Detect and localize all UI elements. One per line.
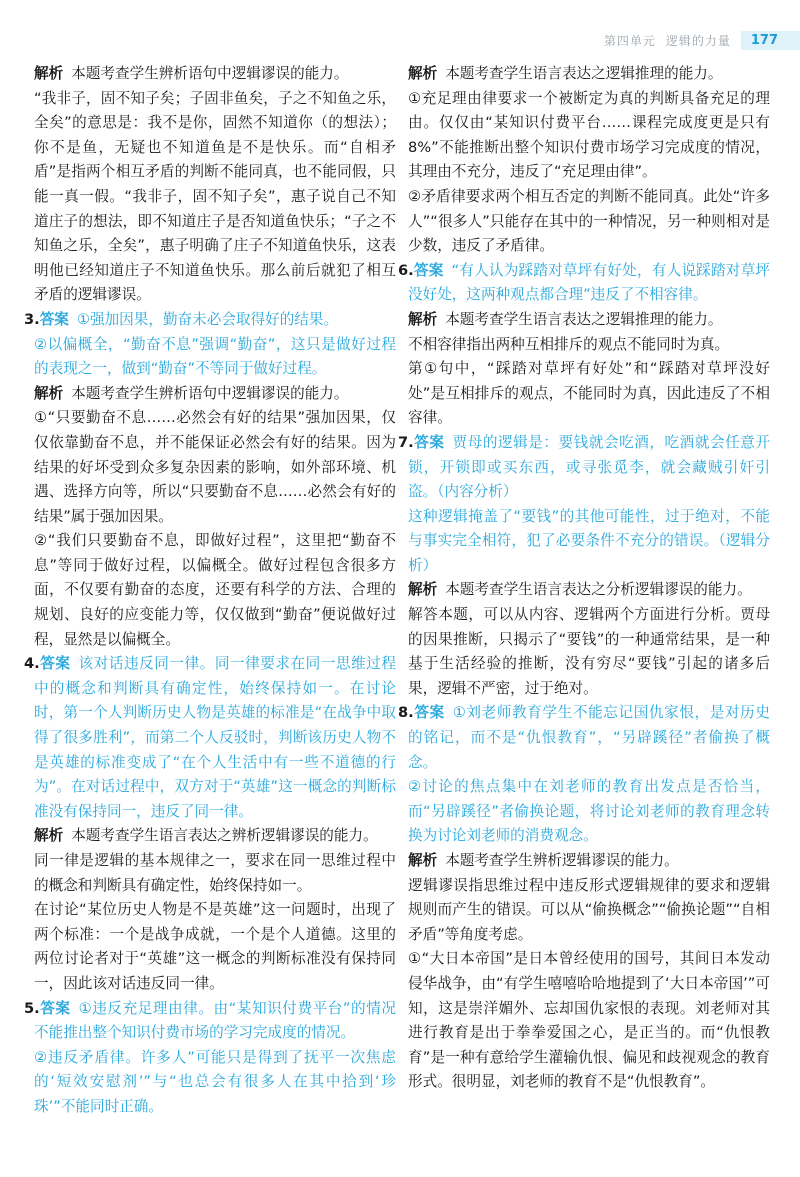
body-text: ①“只要勤奋不息……必然会有好的结果”强加因果，仅仅依靠勤奋不息，并不能保证必然会有好的结果。因为结果的好坏受到众多复杂因素的影响，如外部环境、机遇、选择方向等，所以“只要勤奋不息……必然会有好的结果”属于强加因果。 (34, 409, 396, 525)
chapter-title: 逻辑的力量 (665, 33, 731, 48)
answer-text: 贾母的逻辑是：要钱就会吃酒，吃酒就会任意开锁，开锁即或买东西，或寻张觅李，就会藏贼引奸引盗。（内容分析） (408, 433, 770, 501)
analysis-label: 解析 (408, 65, 438, 82)
body-text: 第①句中，“踩踏对草坪有好处”和“踩踏对草坪没好处”是互相排斥的观点，不能同时为真，因此违反了不相容律。 (408, 360, 770, 427)
body-paragraph (34, 898, 396, 996)
body-text: 不相容律指出两种互相排斥的观点不能同时为真。 (408, 335, 730, 353)
answer-paragraph (398, 701, 770, 775)
body-paragraph (408, 87, 770, 185)
body-text: ②“我们只要勤奋不息，即做好过程”，这里把“勤奋不息”等同于做好过程，以偏概全。做好过程包含很多方面，不仅要有勤奋的态度，还要有科学的方法、合理的规划、良好的应变能力等，仅仅做到“勤奋”便说做好过程，显然是以偏概全。 (34, 532, 396, 648)
answer-continuation (408, 505, 770, 579)
analysis-paragraph (408, 308, 770, 333)
body-paragraph (408, 185, 770, 259)
body-paragraph (408, 603, 770, 701)
body-text: “我非子，固不知子矣；子固非鱼矣，子之不知鱼之乐，全矣”的意思是：我不是你，固然不知道你（的想法）；你不是鱼，无疑也不知道鱼是不是快乐。而“自相矛盾”是指两个相互矛盾的判断不能同真，也不能同假，只能一真一假。“我非子，固不知子矣”，惠子说自己不知道庄子的想法，即不知道庄子是否知道鱼快乐；“子之不知鱼之乐，全矣”，惠子明确了庄子不知道鱼快乐，这表明他已经知道庄子不知道鱼快乐。那么前后就犯了相互矛盾的逻辑谬误。 (34, 89, 396, 304)
analysis-label: 解析 (34, 65, 64, 82)
answer-continuation (34, 333, 396, 382)
answer-text: 该对话违反同一律。同一律要求在同一思维过程中的概念和判断具有确定性，始终保持如一。在讨论时，第一个人判断历史人物是英雄的标准是“在战争中取得了很多胜利”，而第二个人反驳时，判断该历史人物不是英雄的标准变成了“在个人生活中有一些不道德的行为”。在对话过程中，双方对于“英雄”这一概念的判断标准没有保持同一，违反了同一律。 (34, 655, 396, 820)
analysis-text: 本题考查学生语言表达之分析逻辑谬误的能力。 (445, 581, 752, 599)
body-paragraph (34, 87, 396, 308)
question-number: 5. (24, 999, 40, 1017)
answer-text: ②违反矛盾律。许多人”可能只是得到了抚平一次焦虑的‘短效安慰剂’”与“也总会有很多人在其中拾到‘珍珠’”不能同时正确。 (34, 1048, 396, 1115)
answer-label: 答案 (413, 261, 444, 279)
analysis-label: 解析 (408, 310, 438, 328)
analysis-text: 本题考查学生辨析逻辑谬误的能力。 (445, 852, 679, 869)
answer-text: “有人认为踩踏对草坪有好处，有人说踩踏对草坪没好处，这两种观点都合理”违反了不相容律。 (408, 261, 770, 304)
body-text: 逻辑谬误指思维过程中违反形式逻辑规律的要求和逻辑规则而产生的错误。可以从“偷换概念”“偷换论题”“自相矛盾”等角度考虑。 (408, 876, 770, 943)
answer-text: ①违反充足理由律。由“某知识付费平台”的情况不能推出整个知识付费市场的学习完成度的情况。 (34, 999, 396, 1042)
answer-label: 答案 (39, 655, 71, 673)
analysis-paragraph (34, 62, 396, 87)
body-text: 在讨论“某位历史人物是不是英雄”这一问题时，出现了两个标准：一个是战争成就，一个是个人道德。这里的两位讨论者对于“英雄”这一概念的判断标准没有保持同一，因此该对话违反同一律。 (34, 901, 396, 992)
answer-label: 答案 (39, 310, 69, 328)
analysis-paragraph (34, 824, 396, 849)
page-number: 177 (741, 31, 800, 50)
analysis-label: 解析 (408, 581, 438, 599)
body-text: ①“大日本帝国”是日本曾经使用的国号，其间日本发动侵华战争，由“有学生嘻嘻哈哈地提到了‘大日本帝国’”可知，这是崇洋媚外、忘却国仇家恨的表现。刘老师对其进行教育是出于拳拳爱国之心，是正当的。而“仇恨教育”是一种有意给学生灌输仇恨、偏见和歧视观念的教育形式。很明显，刘老师的教育不是“仇恨教育”。 (408, 950, 770, 1091)
body-paragraph (408, 357, 770, 431)
body-paragraph (408, 333, 770, 358)
question-number: 8. (398, 704, 414, 722)
body-paragraph (408, 874, 770, 948)
question-number: 3. (24, 310, 40, 328)
analysis-paragraph (408, 578, 770, 603)
analysis-label: 解析 (34, 384, 64, 402)
answer-paragraph (398, 259, 770, 308)
body-paragraph (34, 849, 396, 898)
body-paragraph (34, 529, 396, 652)
answer-continuation (34, 1046, 396, 1120)
body-paragraph (408, 947, 770, 1095)
analysis-text: 本题考查学生语言表达之逻辑推理的能力。 (445, 65, 723, 82)
answer-paragraph (24, 652, 396, 824)
left-column (24, 62, 396, 1120)
analysis-paragraph (34, 382, 396, 407)
body-paragraph (34, 406, 396, 529)
analysis-label: 解析 (408, 852, 438, 869)
question-number: 7. (398, 433, 414, 451)
page-header (604, 28, 800, 52)
analysis-text: 本题考查学生语言表达之逻辑推理的能力。 (445, 310, 723, 328)
body-text: ①充足理由律要求一个被断定为真的判断具备充足的理由。仅仅由“某知识付费平台……课程完成度更是只有8%”不能推断出整个知识付费市场学习完成度的情况，其理由不充分，违反了“充足理由律”。 (408, 89, 770, 181)
question-number: 4. (24, 655, 40, 673)
answer-text: ①刘老师教育学生不能忘记国仇家恨，是对历史的铭记，而不是“仇恨教育”，“另辟蹊径”者偷换了概念。 (408, 704, 770, 771)
answer-text: ①强加因果，勤奋未必会取得好的结果。 (76, 310, 339, 328)
answer-paragraph (24, 997, 396, 1046)
answer-text: ②以偏概全，“勤奋不息”强调“勤奋”，这只是做好过程的表现之一，做到“勤奋”不等同于做好过程。 (34, 335, 396, 378)
analysis-label: 解析 (34, 827, 64, 845)
answer-paragraph (398, 431, 770, 505)
analysis-text: 本题考查学生辨析语句中逻辑谬误的能力。 (71, 384, 349, 402)
body-text: ②矛盾律要求两个相互否定的判断不能同真。此处“许多人”“很多人”只能存在其中的一种情况，另一种则相对是少数，违反了矛盾律。 (408, 187, 770, 255)
answer-continuation (408, 775, 770, 849)
right-column (398, 62, 770, 1095)
answer-label: 答案 (39, 999, 71, 1017)
answer-label: 答案 (413, 704, 445, 722)
answer-label: 答案 (413, 433, 445, 451)
answer-paragraph (24, 308, 396, 333)
answer-text: ②讨论的焦点集中在刘老师的教育出发点是否恰当，而“另辟蹊径”者偷换论题，将讨论刘老师的教育理念转换为讨论刘老师的消费观念。 (408, 778, 770, 845)
analysis-paragraph (408, 62, 770, 87)
question-number: 6. (398, 261, 414, 279)
analysis-text: 本题考查学生语言表达之辨析逻辑谬误的能力。 (71, 827, 378, 845)
answer-text: 这种逻辑掩盖了“要钱”的其他可能性，过于绝对，不能与事实完全相符，犯了必要条件不充分的错误。（逻辑分析） (408, 507, 770, 574)
body-text: 解答本题，可以从内容、逻辑两个方面进行分析。贾母的因果推断，只揭示了“要钱”的一种通常结果，是一种基于生活经验的推断，没有穷尽“要钱”引起的诸多后果，逻辑不严密，过于绝对。 (408, 606, 770, 697)
analysis-text: 本题考查学生辨析语句中逻辑谬误的能力。 (71, 65, 349, 82)
analysis-paragraph (408, 849, 770, 874)
body-text: 同一律是逻辑的基本规律之一，要求在同一思维过程中的概念和判断具有确定性，始终保持如一。 (34, 852, 396, 894)
unit-title: 第四单元 (603, 33, 656, 48)
